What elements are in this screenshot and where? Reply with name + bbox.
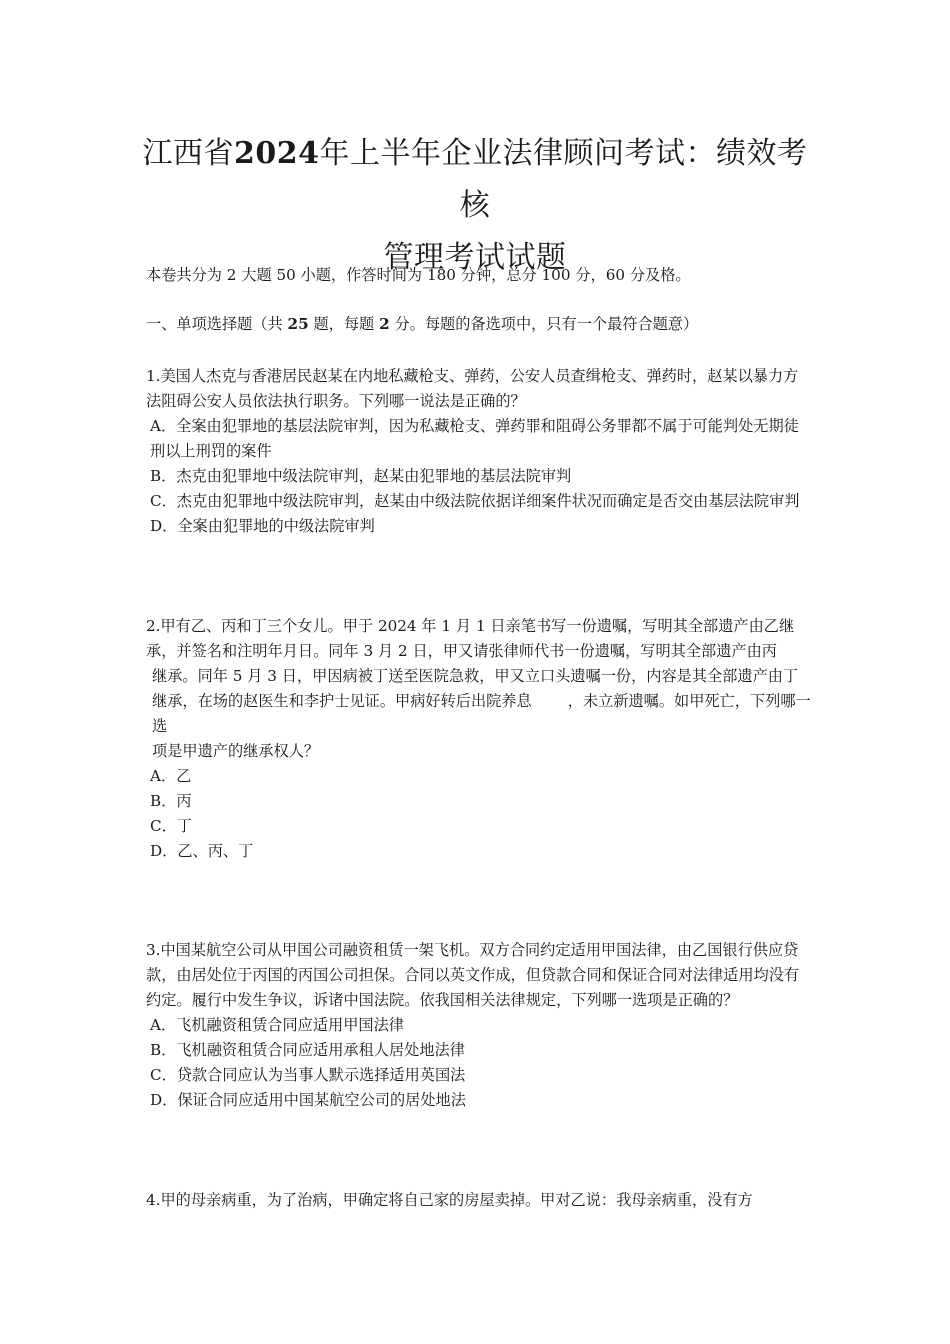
title-line-1: 江西省2024年上半年企业法律顾问考试：绩效考核 [142,136,808,223]
question-stem: 1.美国人杰克与香港居民赵某在内地私藏枪支、弹药，公安人员查缉枪支、弹药时，赵某以暴力方法阻碍公安人员依法执行职务。下列哪一说法是正确的？ [146,367,799,410]
exam-intro: 本卷共分为 2 大题 50 小题，作答时间为 180 分钟，总分 100 分，60 分及格。 [146,266,691,284]
option-c: C．丁 [150,817,192,835]
question-3 [146,938,812,1113]
question-stem: 2.甲有乙、丙和丁三个女儿。甲于 2024 年 1 月 1 日亲笔书写一份遗嘱，写明其全部遗产由乙继承，并签名和注明年月日。同年 3 月 2 日，甲又请张律师代书一份遗嘱，写明其全部遗产由丙 [146,617,795,660]
option-b: B．丙 [150,792,192,810]
option-d: D．全案由犯罪地的中级法院审判 [150,517,375,535]
option-d: D．乙、丙、丁 [150,842,254,860]
option-a: A．飞机融资租赁合同应适用甲国法律 [150,1016,404,1034]
option-b: B．杰克由犯罪地中级法院审判，赵某由犯罪地的基层法院审判 [150,467,572,485]
question-stem-continued: 继承。同年 5 月 3 日，甲因病被丁送至医院急救，甲又立口头遗嘱一份，内容是其全部遗产由丁继承，在场的赵医生和李护士见证。甲病好转后出院养息 ，未立新遗嘱。如甲死亡，下列哪一选 [152,667,811,735]
option-c: C．贷款合同应认为当事人默示选择适用英国法 [150,1066,466,1084]
question-2 [146,614,812,864]
question-1 [146,364,812,539]
option-d: D．保证合同应适用中国某航空公司的居处地法 [150,1091,466,1109]
option-b: B．飞机融资租赁合同应适用承租人居处地法律 [150,1041,465,1059]
option-c: C．杰克由犯罪地中级法院审判，赵某由中级法院依据详细案件状况而确定是否交由基层法院审判 [150,492,800,510]
question-4 [146,1188,812,1213]
document-title [140,128,810,284]
option-a: A．全案由犯罪地的基层法院审判，因为私藏枪支、弹药罪和阻碍公务罪都不属于可能判处无期徒刑以上刑罚的案件 [150,417,799,460]
option-a: A．乙 [150,767,192,785]
question-stem: 4.甲的母亲病重，为了治病，甲确定将自己家的房屋卖掉。甲对乙说：我母亲病重，没有方 [146,1191,753,1209]
question-stem: 3.中国某航空公司从甲国公司融资租赁一架飞机。双方合同约定适用甲国法律，由乙国银行供应贷款，由居处位于丙国的丙国公司担保。合同以英文作成，但贷款合同和保证合同对法律适用均没有约定。履行中发生争议，诉诸中国法院。依我国相关法律规定，下列哪一选项是正确的？ [146,941,800,1009]
section-heading: 一、单项选择题（共 25 题，每题 2 分。每题的备选项中，只有一个最符合题意） [146,315,699,333]
title-line-2: 管理考试试题 [383,240,567,275]
question-stem-end: 项是甲遗产的继承权人？ [152,742,320,760]
